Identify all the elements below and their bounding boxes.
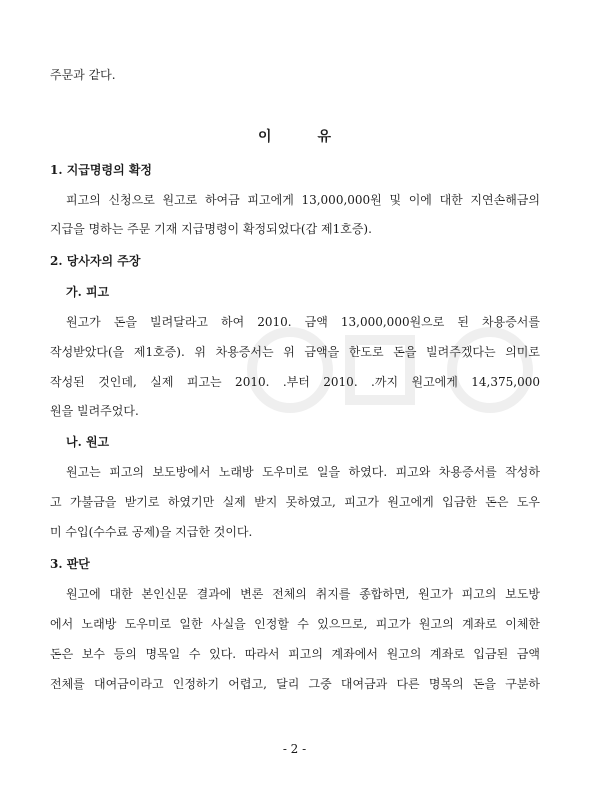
- section-2a-heading: 가. 피고: [66, 285, 110, 299]
- section-2b-line-2: 고 가불금을 받기로 하였기만 실제 받지 못하였고, 피고가 원고에게 입금한 돈은 도우: [50, 495, 540, 509]
- reason-title-right: 유: [317, 129, 332, 145]
- section-2b-line-1: 원고는 피고의 보도방에서 노래방 도우미로 일을 하였다. 피고와 차용증서를 작성하: [66, 465, 540, 479]
- section-2a-line-4: 원을 빌려주었다.: [50, 404, 139, 418]
- section-2b-line-3: 미 수입(수수료 공제)을 지급한 것이다.: [50, 525, 253, 539]
- section-3-line-3: 돈은 보수 등의 명목일 수 있다. 따라서 피고의 계좌에서 원고의 계좌로 입금된 금액: [50, 647, 540, 661]
- section-2b-heading: 나. 원고: [66, 435, 110, 449]
- section-3-heading: 3. 판단: [50, 557, 90, 571]
- reason-title-left: 이: [257, 129, 272, 145]
- page-number: - 2 -: [282, 742, 307, 756]
- intro-text: 주문과 같다.: [50, 68, 116, 82]
- section-3-line-1: 원고에 대한 본인신문 결과에 변론 전체의 취지를 종합하면, 원고가 피고의 보도방: [66, 587, 540, 601]
- section-1-heading: 1. 지급명령의 확정: [50, 163, 153, 177]
- section-2-heading: 2. 당사자의 주장: [50, 254, 141, 268]
- section-1-line-2: 지급을 명하는 주문 기재 지급명령이 확정되었다(갑 제1호증).: [50, 222, 372, 236]
- section-1-line-1: 피고의 신청으로 원고로 하여금 피고에게 13,000,000원 및 이에 대한 지연손해금의: [66, 193, 540, 207]
- section-2a-line-2: 작성받았다(을 제1호증). 위 차용증서는 위 금액을 한도로 돈을 빌려주겠다는 의미로: [50, 345, 540, 359]
- section-2a-line-3: 작성된 것인데, 실제 피고는 2010. .부터 2010. .까지 원고에게 14,375,000: [50, 375, 540, 389]
- section-2a-line-1: 원고가 돈을 빌려달라고 하여 2010. 금액 13,000,000원으로 된 차용증서를: [66, 315, 540, 329]
- section-3-line-2: 에서 노래방 도우미로 일한 사실을 인정할 수 있으므로, 피고가 원고의 계좌로 이체한: [50, 617, 540, 631]
- reason-title: [0, 126, 589, 146]
- section-3-line-4: 전체를 대여금이라고 인정하기 어렵고, 달리 그중 대여금과 다른 명목의 돈을 구분하: [50, 677, 540, 691]
